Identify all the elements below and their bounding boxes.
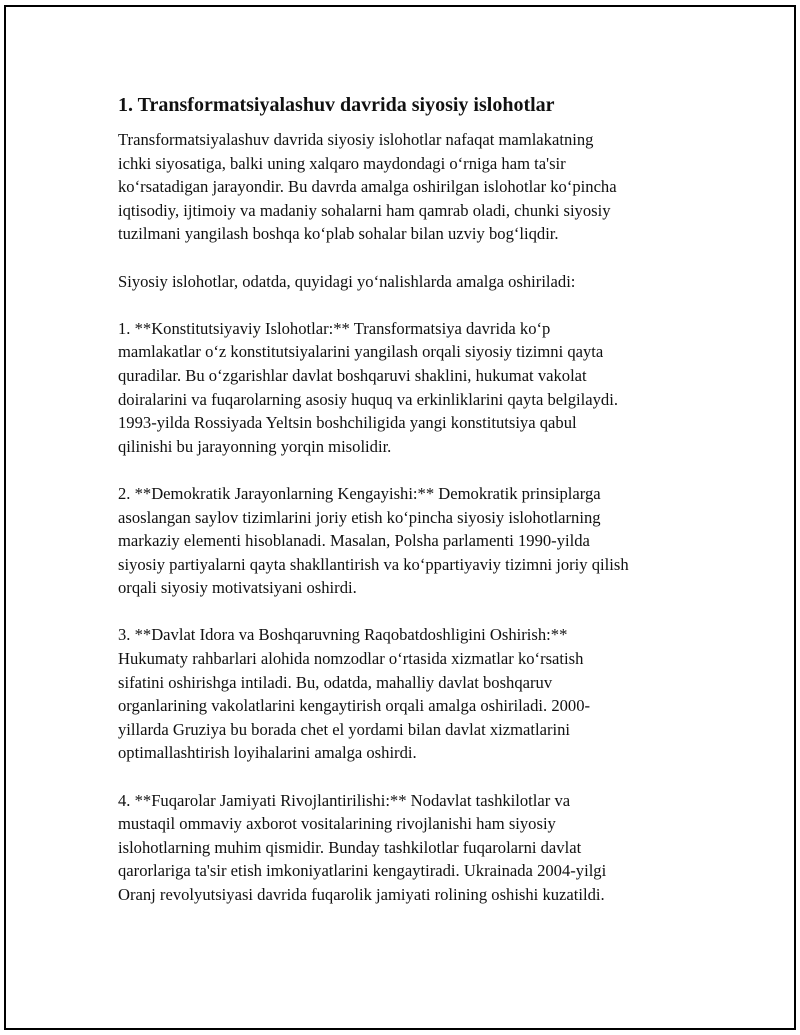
text-line: organlarining vakolatlarini kengaytirish orqali amalga oshiriladi. 2000-: [118, 696, 591, 716]
paragraph-item-3: [118, 623, 698, 765]
text-line: mustaqil ommaviy axborot vositalarining rivojlanishi ham siyosiy: [118, 814, 556, 834]
text-line: tuzilmani yangilash boshqa koʻplab sohalar bilan uzviy bogʻliqdir.: [118, 224, 559, 244]
text-line: doiralarini va fuqarolarning asosiy huquq va erkinliklarini qayta belgilaydi.: [118, 389, 618, 409]
text-line: qarorlariga ta'sir etish imkoniyatlarini kengaytiradi. Ukrainada 2004-yilgi: [118, 861, 607, 881]
text-line: 1993-yilda Rossiyada Yeltsin boshchiligida yangi konstitutsiya qabul: [118, 413, 577, 433]
text-line: 2. **Demokratik Jarayonlarning Kengayishi:** Demokratik prinsiplarga: [118, 483, 601, 503]
paragraph-lead-in: [118, 270, 698, 294]
paragraph-item-4: [118, 789, 698, 907]
paragraph-intro: [118, 128, 698, 246]
text-line: iqtisodiy, ijtimoiy va madaniy sohalarni ham qamrab oladi, chunki siyosiy: [118, 200, 611, 220]
text-line: quradilar. Bu oʻzgarishlar davlat boshqaruvi shaklini, hukumat vakolat: [118, 365, 587, 385]
text-line: asoslangan saylov tizimlarini joriy etish koʻpincha siyosiy islohotlarning: [118, 507, 601, 527]
text-line: siyosiy partiyalarni qayta shakllantirish va koʻppartiyaviy tizimni joriy qilish: [118, 554, 629, 574]
text-line: sifatini oshirishga intiladi. Bu, odatda, mahalliy davlat boshqaruv: [118, 672, 553, 692]
text-line: 1. **Konstitutsiyaviy Islohotlar:** Transformatsiya davrida koʻp: [118, 318, 551, 338]
text-line: 4. **Fuqarolar Jamiyati Rivojlantirilishi:** Nodavlat tashkilotlar va: [118, 790, 571, 810]
text-line: orqali siyosiy motivatsiyani oshirdi.: [118, 578, 357, 598]
text-line: Transformatsiyalashuv davrida siyosiy islohotlar nafaqat mamlakatning: [118, 130, 594, 149]
text-line: mamlakatlar oʻz konstitutsiyalarini yangilash orqali siyosiy tizimni qayta: [118, 342, 604, 362]
text-line: ichki siyosatiga, balki uning xalqaro maydondagi oʻrniga ham ta'sir: [118, 153, 566, 173]
text-line: 3. **Davlat Idora va Boshqaruvning Raqobatdoshligini Oshirish:**: [118, 625, 568, 645]
paragraph-item-2: [118, 482, 698, 600]
paragraph-item-1: [118, 317, 698, 459]
text-line: Siyosiy islohotlar, odatda, quyidagi yoʻnalishlarda amalga oshiriladi:: [118, 271, 576, 291]
document-body: [118, 92, 698, 930]
text-line: markaziy elementi hisoblanadi. Masalan, Polsha parlamenti 1990-yilda: [118, 531, 590, 551]
text-line: Hukumaty rahbarlari alohida nomzodlar oʻrtasida xizmatlar koʻrsatish: [118, 649, 584, 669]
section-title: 1. Transformatsiyalashuv davrida siyosiy islohotlar: [118, 94, 555, 116]
text-line: yillarda Gruziya bu borada chet el yordami bilan davlat xizmatlarini: [118, 719, 571, 739]
text-line: optimallashtirish loyihalarini amalga oshirdi.: [118, 743, 417, 763]
text-line: islohotlarning muhim qismidir. Bunday tashkilotlar fuqarolarni davlat: [118, 837, 582, 857]
text-line: qilinishi bu jarayonning yorqin misolidir.: [118, 436, 392, 456]
text-line: koʻrsatadigan jarayondir. Bu davrda amalga oshirilgan islohotlar koʻpincha: [118, 177, 617, 197]
text-line: Oranj revolyutsiyasi davrida fuqarolik jamiyati rolining oshishi kuzatildi.: [118, 885, 605, 904]
